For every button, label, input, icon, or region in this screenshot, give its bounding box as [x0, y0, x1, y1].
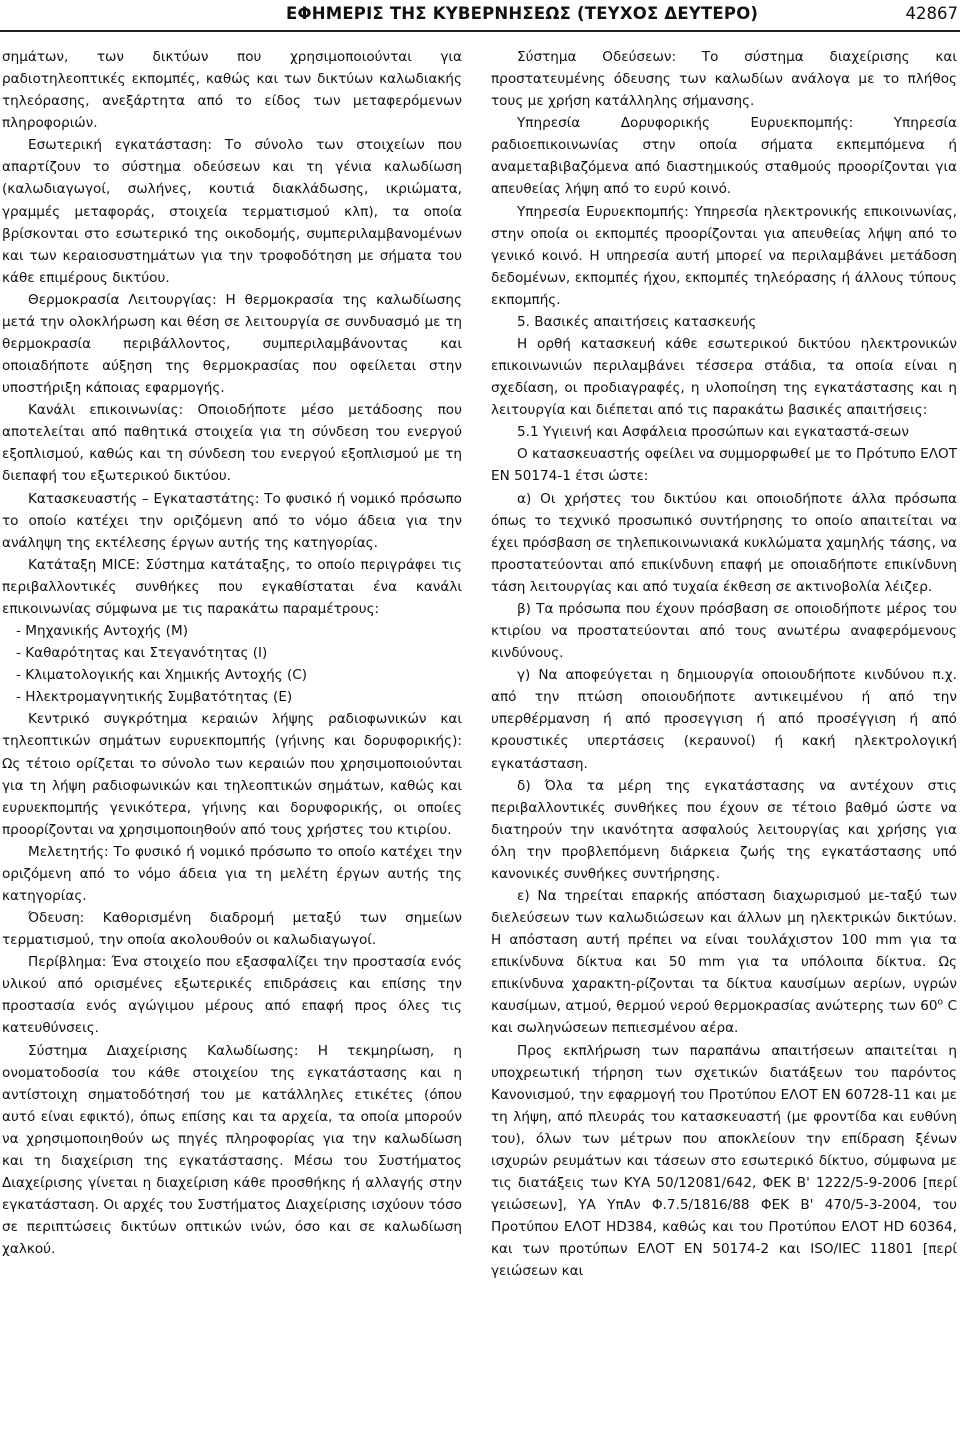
degree-superscript: o — [937, 997, 944, 1008]
list-item-a: α) Οι χρήστες του δικτύου και οποιοδήποτε άλλα πρόσωπα όπως το τεχνικό προσωπικό συντήρησης το οποίο απαιτείται να έχει πρόσβαση σε τηλεπικοινωνιακά κυκλώµατα χαµηλής τάσης, να προστατεύονται από επικίνδυνη επαφή µε οποιαδήποτε επικίνδυνη τάση λειτουργίας και από τυχαία έκθεση σε ακτινοβολία λέιζερ. — [491, 490, 957, 595]
paragraph: σηµάτων, των δικτύων που χρησιµοποιούνται για ραδιοτηλεοπτικές εκποµπές, καθώς και των δικτύων καλωδιακής τηλεόρασης, ανεξάρτητα από το είδος των µεταφερόµενων πληροφοριών. — [2, 49, 462, 132]
page-number: 42867 — [905, 4, 958, 23]
list-item: - Ηλεκτροµαγνητικής Συµβατότητας (E) — [16, 689, 293, 706]
definition-routing-system: Σύστηµα Οδεύσεων: Το σύστηµα διαχείρισης και προστατευµένης όδευσης των καλωδίων ανάλογα µε το πλήθος τους µε χρήση κατάλληλης σήµανσης. — [491, 49, 957, 110]
header-rule — [0, 30, 960, 32]
definition-routing: Όδευση: Καθορισµένη διαδροµή µεταξύ των σηµείων τερµατισµού, την οποία ακολουθούν οι καλωδιαγωγοί. — [2, 910, 462, 949]
list-item-c: γ) Να αποφεύγεται η δηµιουργία οποιουδήποτε κινδύνου π.χ. από την πτώση οποιουδήποτε αντικειµένου ή από την υπερθέρµανση ή από προσεγγιση ή από προσέγγιση ή από κρουστικές υπερτάσεις (κεραυνοί) ή κακή ηλεκτρολογική εγκατάσταση. — [491, 667, 957, 772]
section-heading: 5. Βασικές απαιτήσεις κατασκευής — [517, 313, 757, 330]
list-item: - Καθαρότητας και Στεγανότητας (I) — [16, 645, 268, 662]
list-item: - Κλιµατολογικής και Χηµικής Αντοχής (C) — [16, 667, 308, 684]
definition-satellite-broadcast: Υπηρεσία Δορυφορικής Ευρυεκποµπής: Υπηρεσία ραδιοεπικοινωνίας στην οποία σήµατα εκπεµπόµενα ή αναµεταβιβαζόµενα από διαστηµικούς σταθµούς προορίζονται για απευθείας λήψη από το ευρύ κοινό. — [491, 115, 957, 198]
gazette-title: ΕΦΗΜΕΡΙΣ ΤΗΣ ΚΥΒΕΡΝΗΣΕΩΣ (ΤΕΥΧΟΣ ΔΕΥΤΕΡΟ) — [286, 4, 759, 23]
right-column — [491, 46, 957, 1282]
definition-internal-installation: Εσωτερική εγκατάσταση: Το σύνολο των στοιχείων που απαρτίζουν το σύστηµα οδεύσεων και τη γένια καλωδίωση (καλωδιαγωγοί, σωλήνες, κουτιά διακλάδωσης, ικριώµατα, γραµµές µεταφοράς, στοιχεία τερµατισµού κλπ), τα οποία βρίσκονται στο εσωτερικό της οικοδοµής, συµπεριλαµβανοµένων και των κεραιοσυστηµάτων για την τροφοδότηση µε σήµατα του κάθε επιµέρους δικτύου. — [2, 137, 462, 286]
definition-designer: Μελετητής: Το φυσικό ή νοµικό πρόσωπο το οποίο κατέχει την οριζόµενη από το νόµο άδεια για τη µελέτη έργων αυτής της κατηγορίας. — [2, 843, 462, 904]
definition-central-antenna: Κεντρικό συγκρότηµα κεραιών λήψης ραδιοφωνικών και τηλεοπτικών σηµάτων ευρυεκποµπής (γήινης και δορυφορικής): Ως τέτοιο ορίζεται το σύνολο των κεραιών που χρησιµοποιούνται για τη λήψη ραδιοφωνικών και τηλεοπτικών σηµάτων, καθώς και ευρυεκποµπής γενικότερα, γήινης και δορυφορικής, οι οποίες προορίζονται να χρησιµοποιηθούν από τους χρήστες του κτιρίου. — [2, 711, 462, 838]
paragraph: Ο κατασκευαστής οφείλει να συµµορφωθεί µε το Πρότυπο ΕΛΟΤ ΕΝ 50174-1 έτσι ώστε: — [491, 446, 957, 485]
list-item-e-text: ε) Να τηρείται επαρκής απόσταση διαχωρισµού µε-ταξύ των διελεύσεων των καλωδιώσεων και άλλων µη ηλεκτρικών δικτύων. Η απόσταση αυτή πρέπει να είναι τουλάχιστον 100 mm για τα επικίνδυνα δίκτυα και 50 mm για τα υπόλοιπα δίκτυα. Ως επικίνδυνα χαρακτη-ρίζονται τα δίκτυα καυσίµων αερίων, υγρών καυσίµων, ατµού, θερµού νερού θερµοκρασίας ανώτερης των 60 — [491, 887, 957, 1015]
list-item-e-tail: C και σωληνώσεων πεπιεσµένου αέρα. — [491, 998, 957, 1037]
definition-operating-temperature: Θερµοκρασία Λειτουργίας: Η θερµοκρασία της καλωδίωσης µετά την ολοκλήρωση και θέση σε λειτουργία σε συνδυασµό µε τη θερµοκρασία περιβάλλοντος, συµπεριλαµβάνοντας και οποιαδήποτε αύξηση της θερµοκρασίας που οφείλεται στην υποστήριξη κάποιας εφαρµογής. — [2, 291, 462, 397]
definition-cabling-management: Σύστηµα Διαχείρισης Καλωδίωσης: Η τεκµηρίωση, η ονοµατοδοσία του κάθε στοιχείου της εγκατάστασης και η αντίστοιχη σηµατοδότησή του µε κατάλληλες ετικέτες (όπου αυτό είναι εφικτό), όπως επίσης και τα αρχεία, τα οποία µπορούν να χρησιµοποιηθούν ως πηγές πληροφορίας για την καλωδίωση και τη διαχείριση της εγκατάστασης. Μέσω του Συστήµατος Διαχείρισης γίνεται η διαχείριση κάθε προσθήκης ή αλλαγής στην εγκατάσταση. Οι αρχές του Συστήµατος Διαχείρισης ισχύουν τόσο σε περιπτώσεις δικτύων οπτικών ινών, όσο και σε καλωδίωση χαλκού. — [2, 1042, 462, 1258]
page-header — [0, 0, 960, 30]
definition-communication-channel: Κανάλι επικοινωνίας: Οποιοδήποτε µέσο µετάδοσης που αποτελείται από παθητικά στοιχεία για τη σύνδεση του ενεργού εξοπλισµού, καθώς και τη σύνδεση του ενεργού εξοπλισµού µε τη διεπαφή του εξωτερικού δικτύου. — [2, 402, 462, 485]
list-item-b: β) Τα πρόσωπα που έχουν πρόσβαση σε οποιοδήποτε µέρος του κτιρίου να προστατεύονται από τους ανωτέρω αναφερόµενους κινδύνους. — [491, 600, 957, 662]
definition-mice-classification: Κατάταξη MICE: Σύστηµα κατάταξης, το οποίο περιγράφει τις περιβαλλοντικές συνθήκες που εγκαθίσταται ένα κανάλι επικοινωνίας σύµφωνα µε τις παρακάτω παραµέτρους: — [2, 556, 462, 617]
paragraph: Προς εκπλήρωση των παραπάνω απαιτήσεων απαιτείται η υποχρεωτική τήρηση των σχετικών διατάξεων του παρόντος Κανονισµού, την εφαρµογή του Προτύπου ΕΛΟΤ ΕΝ 60728-11 και µε τη λήψη, από πλευράς του κατασκευαστή (µε φροντίδα και ευθύνη του), όλων των µέτρων που αποκλείουν την επίδραση ξένων ισχυρών ρευµάτων και τάσεων στο εσωτερικό δίκτυο, σύµφωνα µε τις διατάξεις των ΚΥΑ 50/12081/642, ΦΕΚ Β' 1222/5-9-2006 [περί γειώσεων], ΥΑ ΥπΑν Φ.7.5/1816/88 ΦΕΚ Β' 470/5-3-2004, του Προτύπου ΕΛΟΤ HD384, καθώς και του Προτύπου ΕΛΟΤ HD 60364, και των προτύπων ΕΛΟΤ ΕΝ 50174-2 και ISO/IEC 11801 [περί γειώσεων και — [491, 1042, 957, 1280]
paragraph: Η ορθή κατασκευή κάθε εσωτερικού δικτύου ηλεκτρονικών επικοινωνιών περιλαµβάνει τέσσερα στάδια, τα οποία είναι η σχεδίαση, οι προδιαγραφές, η υλοποίηση της εγκατάστασης και η λειτουργία και διέπεται από τις παρακάτω βασικές απαιτήσεις: — [491, 336, 957, 419]
list-item: - Μηχανικής Αντοχής (M) — [16, 623, 188, 640]
definition-installer: Κατασκευαστής – Εγκαταστάτης: Το φυσικό ή νοµικό πρόσωπο το οποίο κατέχει την οριζόµενη από το νόµο άδεια για την ανάληψη της εκτέλεσης έργων αυτής της κατηγορίας. — [2, 490, 462, 551]
definition-broadcast-service: Υπηρεσία Ευρυεκποµπής: Υπηρεσία ηλεκτρονικής επικοινωνίας, στην οποία οι εκποµπές προορίζονται για απευθείας λήψη από το γενικό κοινό. Η υπηρεσία αυτή µπορεί να περιλαµβάνει µετάδοση δεδοµένων, εκποµπές ήχου, εκποµπές τηλεόρασης ή άλλους τύπους εκποµπής. — [491, 203, 957, 308]
definition-enclosure: Περίβληµα: Ένα στοιχείο που εξασφαλίζει την προστασία ενός υλικού από ορισµένες εξωτερικές επιδράσεις και επίσης την προστασία ενός αγώγιµου µέρους από επαφή προς όλες τις κατευθύνσεις. — [2, 954, 462, 1037]
subsection-heading: 5.1 Υγιεινή και Ασφάλεια προσώπων και εγκαταστά-σεων — [517, 424, 909, 441]
list-item-e — [491, 885, 957, 1040]
list-item-d: δ) Όλα τα µέρη της εγκατάστασης να αντέχουν στις περιβαλλοντικές συνθήκες που έχουν σε τέτοιο βαθµό ώστε να διατηρούν την ικανότητα ασφαλούς λειτουργίας και χρήσης για όλη την προβλεπόµενη διάρκεια ζωής της εγκατάστασης υπό κανονικές συνθήκες συντήρησης. — [491, 777, 957, 882]
left-column — [2, 46, 462, 1260]
